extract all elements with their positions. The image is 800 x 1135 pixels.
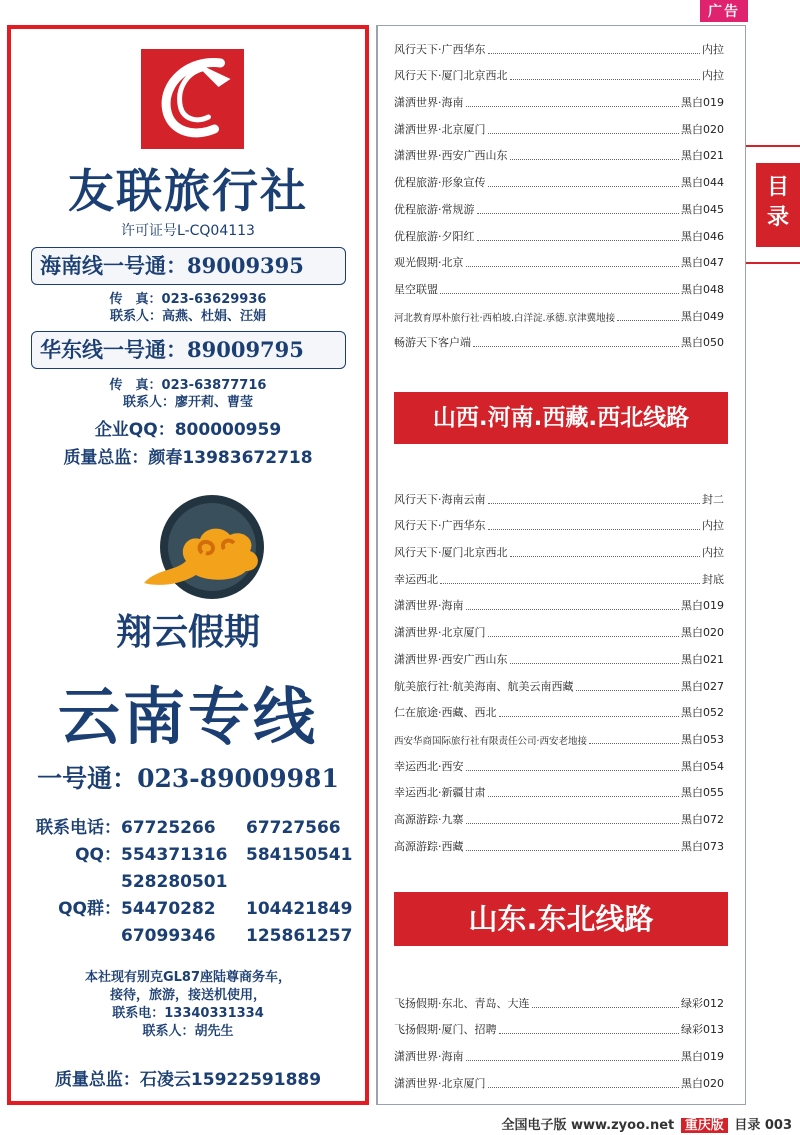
leader-dots (466, 106, 680, 107)
toc-entry[interactable] (394, 613, 724, 640)
toc-entry-title: 飞扬假期·厦门、招聘 (394, 1023, 497, 1037)
toc-entry-page: 黑白020 (681, 626, 724, 640)
contents-side-tab-label (756, 163, 800, 247)
toc-entry-page: 黑白054 (681, 759, 724, 773)
toc-entry[interactable] (394, 560, 724, 587)
toc-entry[interactable] (394, 57, 724, 84)
toc-entry-title: 优程旅游·夕阳红 (394, 229, 475, 243)
contact-row (17, 842, 362, 869)
contact-row (17, 815, 362, 842)
toc-entry-title: 优程旅游·常规游 (394, 202, 475, 216)
leader-dots (466, 850, 680, 851)
contact-label: QQ： (75, 845, 121, 865)
toc-entry[interactable] (394, 640, 724, 667)
toc-entry-page: 黑白055 (681, 786, 724, 800)
toc-entry[interactable] (394, 1037, 724, 1064)
toc-entry-title: 潇洒世界·北京厦门 (394, 122, 486, 136)
toc-entry-page: 黑白072 (681, 812, 724, 826)
quality-supervisor-2: 质量总监：石凌云15922591889 (54, 1070, 322, 1090)
toc-entry-page: 黑白047 (681, 256, 724, 270)
toc-entry-page: 黑白046 (681, 229, 724, 243)
footer-site: 全国电子版 www.zyoo.net (501, 1118, 675, 1133)
leader-dots (477, 213, 680, 214)
toc-entry-page: 内拉 (702, 546, 724, 560)
contact-row (17, 869, 362, 896)
contact-label: QQ群： (58, 899, 121, 919)
contact-grid (17, 815, 362, 950)
toc-entry-title: 风行天下·广西华东 (394, 519, 486, 533)
toc-entry-title: 潇洒世界·西安广西山东 (394, 652, 508, 666)
toc-entry[interactable] (394, 244, 724, 271)
toc-section-2 (394, 480, 724, 854)
toc-entry[interactable] (394, 190, 724, 217)
toc-entry-page: 黑白052 (681, 706, 724, 720)
toc-entry-title: 潇洒世界·北京厦门 (394, 626, 486, 640)
toc-entry-page: 黑白021 (681, 652, 724, 666)
toc-entry[interactable] (394, 110, 724, 137)
contact-value: 67725266 (121, 818, 216, 838)
leader-dots (589, 743, 679, 744)
footer-edition-badge: 重庆版 (681, 1118, 728, 1133)
leader-dots (617, 320, 679, 321)
toc-entry-title: 潇洒世界·北京厦门 (394, 1076, 486, 1090)
toc-entry-page: 绿彩012 (681, 996, 724, 1010)
toc-entry-title: 飞扬假期·东北、青岛、大连 (394, 996, 530, 1010)
toc-entry-title: 风行天下·厦门北京西北 (394, 546, 508, 560)
contact-1: 联系人：高燕、杜娟、汪娟 (109, 309, 266, 324)
toc-entry[interactable] (394, 667, 724, 694)
contact-2: 联系人：廖开莉、曹莹 (122, 395, 253, 410)
toc-entry-title: 幸运西北·新疆甘肃 (394, 786, 486, 800)
bus-line-3: 联系电：13340331334 (112, 1006, 264, 1021)
cloud-logo-icon (126, 491, 286, 611)
toc-entry[interactable] (394, 800, 724, 827)
leader-dots (576, 690, 680, 691)
leader-dots (473, 346, 679, 347)
leader-dots (510, 663, 680, 664)
toc-entry-title: 风行天下·厦门北京西北 (394, 69, 508, 83)
license-number: 许可证号L-CQ04113 (121, 223, 255, 239)
travel-agency-advertisement (7, 25, 369, 1105)
bus-line-1: 本社现有别克GL87座陆尊商务车， (84, 970, 292, 985)
toc-section-3 (394, 984, 724, 1091)
contact-value: 125861257 (246, 926, 353, 946)
toc-entry-title: 高源游踪·九寨 (394, 812, 464, 826)
corporate-qq: 企业QQ：800000959 (94, 420, 282, 440)
toc-entry[interactable] (394, 137, 724, 164)
agency-name: 友联旅行社 (68, 164, 308, 218)
leader-dots (488, 796, 680, 797)
toc-entry-title: 潇洒世界·海南 (394, 96, 464, 110)
huadong-hotline: 华东线一号通：89009795 (31, 331, 346, 369)
toc-entry-page: 绿彩013 (681, 1023, 724, 1037)
toc-entry[interactable] (394, 163, 724, 190)
toc-entry-page: 黑白020 (681, 1076, 724, 1090)
section-banner-shandong-northeast: 山东.东北线路 (394, 892, 728, 946)
toc-entry[interactable] (394, 83, 724, 110)
toc-entry-title: 航美旅行社·航美海南、航美云南西藏 (394, 679, 574, 693)
toc-section-1 (394, 30, 724, 350)
toc-entry-page: 黑白053 (681, 732, 724, 746)
contact-row (17, 923, 362, 950)
contact-label (17, 923, 121, 950)
contact-value: 54470282 (121, 899, 216, 919)
toc-entry-page: 黑白048 (681, 282, 724, 296)
ad-tag: 广告 (700, 0, 748, 22)
leader-dots (499, 1033, 680, 1034)
leader-dots (510, 159, 680, 160)
toc-entry-page: 黑白027 (681, 679, 724, 693)
toc-entry-page: 黑白045 (681, 202, 724, 216)
leader-dots (466, 266, 680, 267)
toc-entry[interactable] (394, 984, 724, 1011)
toc-entry-page: 黑白073 (681, 839, 724, 853)
toc-entry-page: 内拉 (702, 519, 724, 533)
xiangyun-brand-name: 翔云假期 (115, 611, 260, 653)
toc-entry-page: 黑白019 (681, 1050, 724, 1064)
toc-entry[interactable] (394, 747, 724, 774)
contact-value: 104421849 (246, 899, 353, 919)
contact-label: 联系电话： (36, 818, 121, 838)
fax-1: 传 真：023-63629936 (109, 292, 267, 307)
contact-value: 554371316 (121, 845, 228, 865)
leader-dots (440, 583, 700, 584)
agency-logo-icon (141, 49, 244, 149)
leader-dots (532, 1007, 680, 1008)
toc-entry[interactable] (394, 1011, 724, 1038)
contact-value: 67099346 (121, 926, 216, 946)
toc-entry-page: 黑白050 (681, 336, 724, 350)
quality-supervisor-1: 质量总监：颜春13983672718 (63, 448, 313, 468)
toc-entry-page: 黑白019 (681, 599, 724, 613)
toc-entry-title: 幸运西北·西安 (394, 759, 464, 773)
contact-row (17, 896, 362, 923)
toc-entry[interactable] (394, 507, 724, 534)
leader-dots (466, 823, 680, 824)
toc-entry-title: 高源游踪·西藏 (394, 839, 464, 853)
leader-dots (499, 716, 680, 717)
yunnan-hotline: 一号通：023-89009981 (37, 764, 339, 793)
toc-entry[interactable] (394, 324, 724, 351)
toc-entry-page: 黑白021 (681, 149, 724, 163)
huadong-contact-info (11, 377, 365, 411)
toc-entry-page: 内拉 (702, 42, 724, 56)
toc-entry-page: 黑白019 (681, 96, 724, 110)
contents-side-tab[interactable] (746, 145, 800, 264)
leader-dots (466, 609, 680, 610)
table-of-contents (376, 25, 746, 1105)
leader-dots (488, 133, 680, 134)
toc-entry-page: 黑白049 (681, 309, 724, 323)
leader-dots (488, 529, 701, 530)
contact-label (17, 869, 121, 896)
toc-entry-title: 河北教育厚朴旅行社·西柏坡.白洋淀.承德.京津冀地接 (394, 312, 616, 324)
contact-value (246, 869, 361, 896)
toc-entry[interactable] (394, 587, 724, 614)
toc-entry-title: 风行天下·广西华东 (394, 42, 486, 56)
toc-entry[interactable] (394, 270, 724, 297)
toc-entry-page: 黑白020 (681, 122, 724, 136)
leader-dots (488, 636, 680, 637)
leader-dots (440, 293, 679, 294)
toc-entry-title: 星空联盟 (394, 282, 438, 296)
bus-line-4: 联系人：胡先生 (142, 1024, 234, 1039)
toc-entry[interactable] (394, 217, 724, 244)
hainan-contact-info (11, 291, 365, 325)
leader-dots (510, 556, 701, 557)
toc-entry[interactable] (394, 774, 724, 801)
fax-2: 传 真：023-63877716 (109, 378, 267, 393)
toc-entry-title: 仁在旅途·西藏、西北 (394, 706, 497, 720)
leader-dots (488, 53, 701, 54)
leader-dots (488, 186, 680, 187)
leader-dots (488, 503, 701, 504)
contact-value: 67727566 (246, 818, 341, 838)
toc-entry-page: 内拉 (702, 69, 724, 83)
toc-entry-title: 潇洒世界·海南 (394, 1050, 464, 1064)
toc-entry-title: 潇洒世界·海南 (394, 599, 464, 613)
toc-entry[interactable] (394, 720, 724, 747)
toc-entry[interactable] (394, 694, 724, 721)
toc-entry-page: 封底 (702, 572, 724, 586)
toc-entry[interactable] (394, 480, 724, 507)
contact-value: 584150541 (246, 845, 353, 865)
toc-entry[interactable] (394, 30, 724, 57)
toc-entry-title: 幸运西北 (394, 572, 438, 586)
toc-entry-page: 黑白044 (681, 176, 724, 190)
toc-entry-title: 观光假期·北京 (394, 256, 464, 270)
contact-value: 528280501 (121, 872, 228, 892)
yunnan-line-title: 云南专线 (57, 680, 318, 753)
leader-dots (477, 240, 680, 241)
leader-dots (466, 1060, 680, 1061)
toc-entry[interactable] (394, 1064, 724, 1091)
toc-entry-page: 封二 (702, 492, 724, 506)
leader-dots (510, 79, 701, 80)
footer-page-number: 目录 003 (734, 1118, 792, 1133)
leader-dots (466, 770, 680, 771)
toc-entry-title: 风行天下·海南云南 (394, 492, 486, 506)
bus-line-2: 接待，旅游，接送机使用， (109, 988, 266, 1003)
toc-entry-title: 潇洒世界·西安广西山东 (394, 149, 508, 163)
toc-entry-title: 畅游天下客户端 (394, 336, 471, 350)
toc-entry[interactable] (394, 827, 724, 854)
bus-service-note (11, 969, 365, 1041)
side-tab-char-1: 目 (766, 175, 789, 200)
leader-dots (488, 1087, 680, 1088)
section-banner-shanxi-henan-tibet-northwest: 山西.河南.西藏.西北线路 (394, 392, 728, 444)
hainan-hotline: 海南线一号通：89009395 (31, 247, 346, 285)
side-tab-char-2: 录 (766, 205, 789, 230)
toc-entry[interactable] (394, 533, 724, 560)
page-footer (501, 1114, 792, 1133)
toc-entry[interactable] (394, 297, 724, 324)
toc-entry-title: 优程旅游·形象宣传 (394, 176, 486, 190)
toc-entry-title: 西安华商国际旅行社有限责任公司·西安老地接 (394, 735, 588, 747)
